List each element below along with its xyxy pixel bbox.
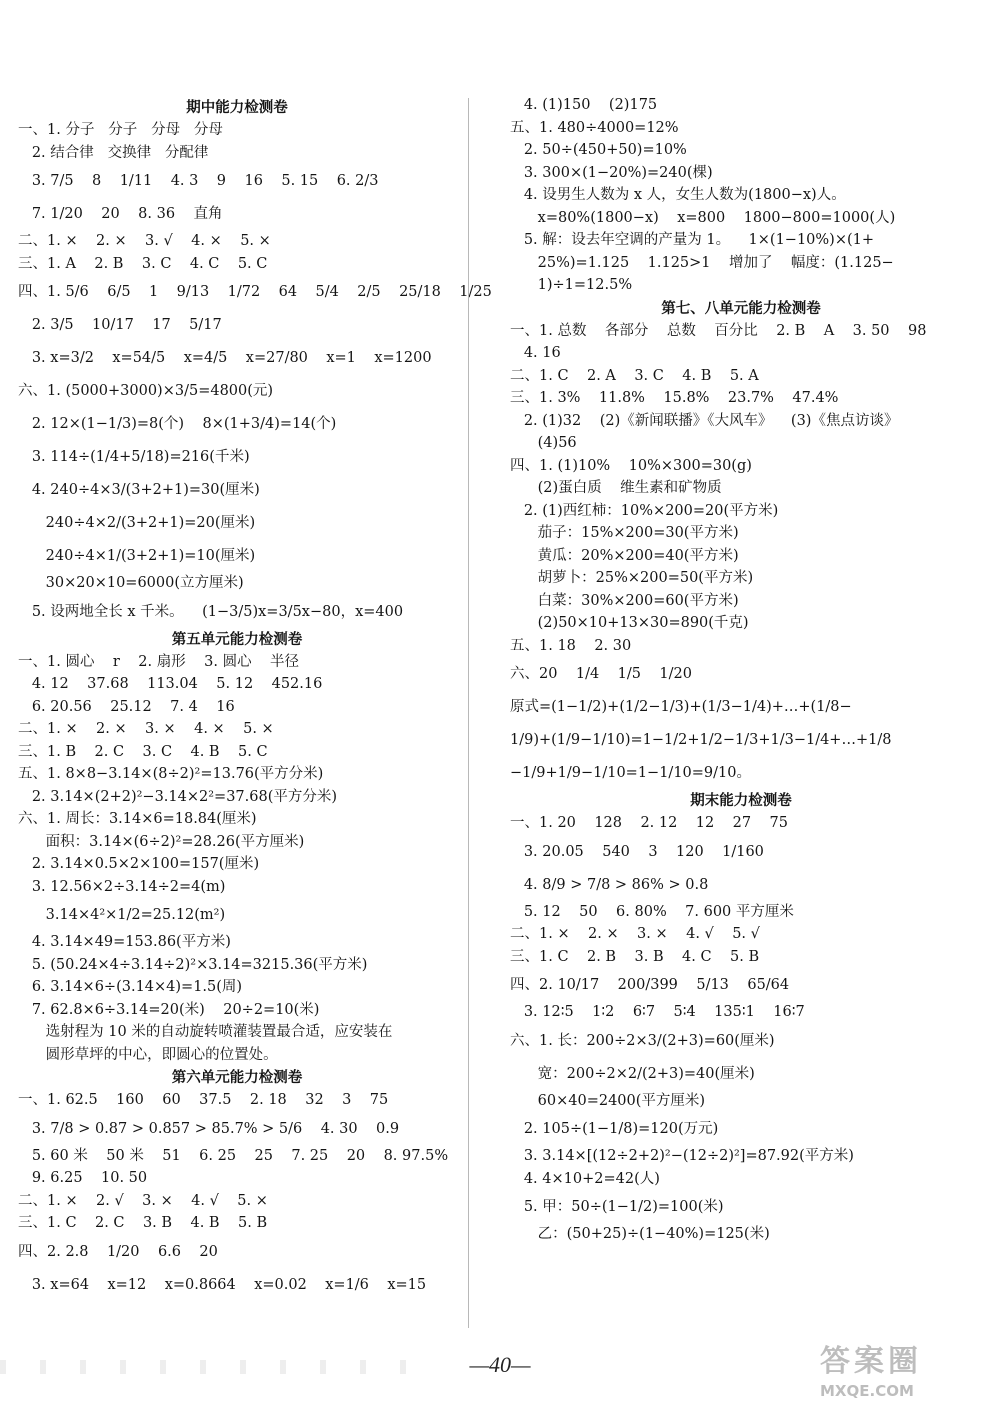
page-number: —40— [469, 1352, 531, 1377]
answer-line: 3. 300×(1−20%)=240(棵) [510, 164, 713, 181]
watermark-logo [820, 1336, 990, 1400]
answer-line: 一、1. 总数 各部分 总数 百分比 2. B A 3. 50 98 [510, 322, 927, 339]
answer-line: 三、1. C 2. C 3. B 4. B 5. B [18, 1215, 268, 1231]
answer-line: 二、1. × 2. √ 3. × 4. √ 5. × [18, 1192, 268, 1209]
answer-line: 4. 240÷4×3/(3+2+1)=30(厘米) [18, 482, 260, 498]
answer-line: 6. 3.14×6÷(3.14×4)=1.5(周) [18, 979, 243, 995]
answer-line: 二、1. × 2. × 3. √ 4. × 5. × [18, 233, 271, 249]
answer-line: 5. 解：设去年空调的产量为 1。 1×(1−10%)×(1+ [510, 232, 875, 248]
answer-line: 3. 12.56×2÷3.14÷2=4(m) [18, 878, 226, 895]
answer-line: 三、1. A 2. B 3. C 4. C 5. C [18, 255, 268, 272]
answer-line: 5. 12 50 6. 80% 7. 600 平方厘米 [510, 903, 794, 920]
answer-line: 一、1. 62.5 160 60 37.5 2. 18 32 3 75 [18, 1092, 389, 1108]
answer-line: 二、1. × 2. × 3. × 4. × 5. × [18, 721, 274, 737]
answer-line: 5. 60 米 50 米 51 6. 25 25 7. 25 20 8. 97.5% [18, 1147, 449, 1164]
answer-line: 3. 7/8 > 0.87 > 0.857 > 85.7% > 5/6 4. 30 0.9 [18, 1120, 400, 1137]
answer-line: 选射程为 10 米的自动旋转喷灌装置最合适，应安装在 [18, 1024, 393, 1040]
answer-line: 三、1. B 2. C 3. C 4. B 5. C [18, 743, 268, 760]
answer-line: 2. (1)西红柿：10%×200=20(平方米) [510, 502, 779, 519]
answer-line: 宽：200÷2×2/(2+3)=40(厘米) [510, 1065, 755, 1082]
answer-line: 四、2. 10/17 200/399 5/13 65/64 [510, 977, 790, 993]
answer-line: 四、2. 2.8 1/20 6.6 20 [18, 1243, 218, 1260]
answer-line: 一、1. 圆心 r 2. 扇形 3. 圆心 半径 [18, 653, 300, 670]
answer-line: (2)蛋白质 维生素和矿物质 [510, 480, 722, 496]
section-title: 第七、八单元能力检测卷 [661, 300, 821, 317]
answer-line: 60×40=2400(平方厘米) [510, 1092, 706, 1109]
answer-line: 4. 设男生人数为 x 人，女生人数为(1800−x)人。 [510, 187, 846, 203]
answer-line: 白菜：30%×200=60(平方米) [510, 592, 739, 609]
answer-line: 3.14×4²×1/2=25.12(m²) [18, 907, 226, 923]
answer-line: 六、1. 长：200÷2×3/(2+3)=60(厘米) [510, 1032, 775, 1049]
answer-line: 六、1. (5000+3000)×3/5=4800(元) [18, 383, 274, 399]
answer-line: 240÷4×2/(3+2+1)=20(厘米) [18, 515, 256, 531]
answer-line: 3. 114÷(1/4+5/18)=216(千米) [18, 449, 250, 465]
answer-line: −1/9+1/9−1/10=1−1/10=9/10。 [510, 765, 751, 781]
answer-line: 五、1. 18 2. 30 [510, 637, 632, 654]
answer-line: 茄子：15%×200=30(平方米) [510, 525, 739, 541]
answer-line: 7. 62.8×6÷3.14=20(米) 20÷2=10(米) [18, 1001, 320, 1018]
answer-line: 二、1. × 2. × 3. × 4. √ 5. √ [510, 926, 760, 942]
answer-line: 1/9)+(1/9−1/10)=1−1/2+1/2−1/3+1/3−1/4+…+1/8 [510, 732, 892, 748]
answer-line: 乙：(50+25)÷(1−40%)=125(米) [510, 1226, 770, 1242]
answer-line: 2. 105÷(1−1/8)=120(万元) [510, 1121, 719, 1137]
answer-line: 5. (50.24×4÷3.14÷2)²×3.14=3215.36(平方米) [18, 956, 368, 973]
answer-line: 三、1. C 2. B 3. B 4. C 5. B [510, 948, 760, 965]
answer-line: 胡萝卜：25%×200=50(平方米) [510, 570, 754, 586]
answer-line: 黄瓜：20%×200=40(平方米) [510, 547, 739, 564]
answer-line: 5. 设两地全长 x 千米。 (1−3/5)x=3/5x−80，x=400 [18, 603, 404, 620]
answer-line: x=80%(1800−x) x=800 1800−800=1000(人) [510, 209, 896, 226]
answer-line: 五、1. 480÷4000=12% [510, 119, 679, 136]
answer-line: 5. 甲：50÷(1−1/2)=100(米) [510, 1199, 724, 1215]
answer-line: 面积：3.14×(6÷2)²=28.26(平方厘米) [18, 833, 305, 850]
answer-line: 240÷4×1/(3+2+1)=10(厘米) [18, 548, 256, 564]
answer-line: 9. 6.25 10. 50 [18, 1170, 148, 1186]
watermark-url: MXQE.COM [820, 1382, 914, 1400]
section-title: 第五单元能力检测卷 [171, 631, 303, 648]
answer-line: 30×20×10=6000(立方厘米) [18, 575, 244, 591]
answer-line: 四、1. (1)10% 10%×300=30(g) [510, 457, 752, 474]
answer-line: 三、1. 3% 11.8% 15.8% 23.7% 47.4% [510, 390, 839, 406]
answer-line: 六、20 1/4 1/5 1/20 [510, 666, 692, 682]
answer-line: 圆形草坪的中心，即圆心的位置处。 [18, 1046, 278, 1063]
answer-line: 二、1. C 2. A 3. C 4. B 5. A [510, 367, 759, 384]
answer-line: 3. 3.14×[(12÷2+2)²−(12÷2)²]=87.92(平方米) [510, 1148, 854, 1164]
section-title: 第六单元能力检测卷 [171, 1070, 303, 1086]
right-column [510, 96, 972, 1248]
answer-line: 4. 3.14×49=153.86(平方米) [18, 934, 231, 950]
answer-line: 3. 12∶5 1∶2 6∶7 5∶4 135∶1 16∶7 [510, 1004, 805, 1020]
answer-line: 6. 20.56 25.12 7. 4 16 [18, 698, 235, 715]
answer-line: 一、1. 20 128 2. 12 12 27 75 [510, 815, 788, 831]
answer-line: 2. 3.14×0.5×2×100=157(厘米) [18, 856, 260, 872]
answer-line: 2. 50÷(450+50)=10% [510, 142, 687, 158]
answer-line: 2. (1)32 (2)《新闻联播》《大风车》 (3)《焦点访谈》 [510, 412, 899, 429]
answer-line: 五、1. 8×8−3.14×(8÷2)²=13.76(平方分米) [18, 766, 324, 782]
answer-line: 4. 12 37.68 113.04 5. 12 452.16 [18, 676, 323, 692]
section-title: 期末能力检测卷 [690, 793, 792, 809]
answer-line: (2)50×10+13×30=890(千克) [510, 615, 749, 631]
answer-line: 1)÷1=12.5% [510, 277, 633, 293]
answer-line: 原式=(1−1/2)+(1/2−1/3)+(1/3−1/4)+…+(1/8− [510, 699, 852, 715]
left-column [18, 96, 492, 1303]
answer-line: 2. 结合律 交换律 分配律 [18, 144, 209, 161]
column-divider [468, 98, 469, 1328]
answer-line: 3. 7/5 8 1/11 4. 3 9 16 5. 15 6. 2/3 [18, 173, 379, 189]
answer-line: 一、1. 分子 分子 分母 分母 [18, 122, 223, 138]
answer-line: 2. 3/5 10/17 17 5/17 [18, 317, 222, 333]
answer-line: 3. x=64 x=12 x=0.8664 x=0.02 x=1/6 x=15 [18, 1276, 427, 1293]
answer-line: 4. 8/9 > 7/8 > 86% > 0.8 [510, 876, 709, 893]
answer-line: 2. 12×(1−1/3)=8(个) 8×(1+3/4)=14(个) [18, 416, 337, 432]
watermark-text: 答案圈 [820, 1344, 922, 1379]
answer-line: 2. 3.14×(2+2)²−3.14×2²=37.68(平方分米) [18, 788, 338, 805]
answer-line: (4)56 [510, 435, 577, 451]
section-title: 期中能力检测卷 [186, 100, 288, 116]
answer-line: 3. 20.05 540 3 120 1/160 [510, 843, 764, 860]
answer-line: 四、1. 5/6 6/5 1 9/13 1/72 64 5/4 2/5 25/18 1/25 [18, 284, 492, 300]
answer-line: 4. 16 [510, 345, 561, 361]
answer-line: 7. 1/20 20 8. 36 直角 [18, 206, 223, 222]
answer-line: 4. (1)150 (2)175 [510, 97, 658, 113]
answer-line: 25%)=1.125 1.125>1 增加了 幅度：(1.125− [510, 254, 894, 271]
answer-line: 六、1. 周长：3.14×6=18.84(厘米) [18, 811, 257, 827]
answer-line: 4. 4×10+2=42(人) [510, 1170, 660, 1187]
answer-line: 3. x=3/2 x=54/5 x=4/5 x=27/80 x=1 x=1200 [18, 350, 432, 366]
